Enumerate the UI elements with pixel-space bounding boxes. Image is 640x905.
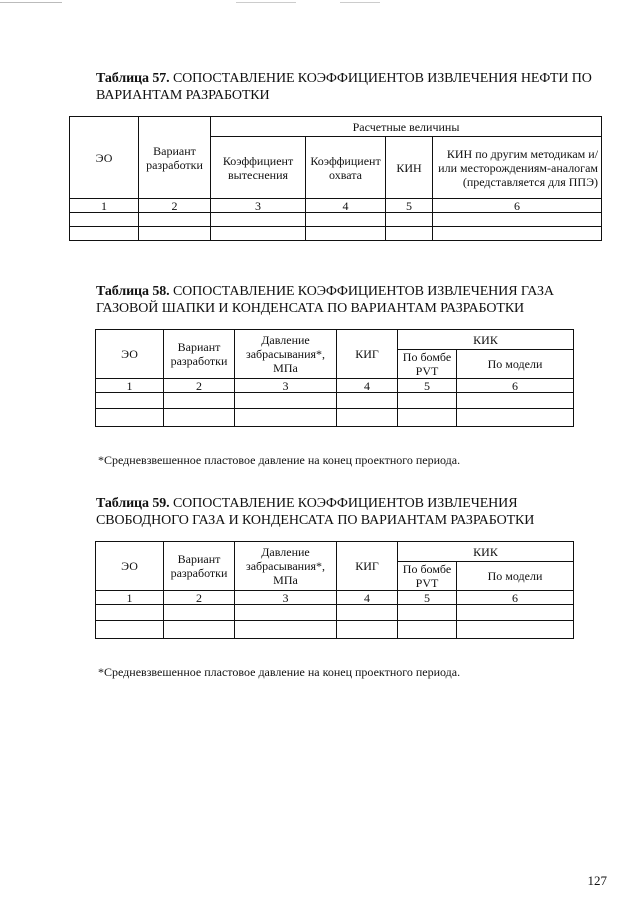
header-eo: ЭО (96, 330, 164, 379)
table-cell (433, 213, 602, 227)
table-cell (235, 409, 337, 427)
table-cell (433, 227, 602, 241)
header-displacement-coefficient: Коэффициент вытеснения (211, 137, 306, 199)
table-cell (235, 621, 337, 639)
table-cell (70, 213, 139, 227)
table-cell (96, 409, 164, 427)
col-number: 4 (337, 379, 398, 393)
header-kik: КИК (398, 330, 574, 350)
header-variant: Вариант разработки (164, 330, 235, 379)
header-variant: Вариант разработки (139, 117, 211, 199)
table-row (70, 227, 602, 241)
header-pvt-bomb: По бомбе PVT (398, 350, 457, 379)
col-number: 6 (457, 591, 574, 605)
table-cell (139, 213, 211, 227)
col-number: 3 (211, 199, 306, 213)
header-kin: КИН (386, 137, 433, 199)
table-cell (211, 227, 306, 241)
table-cell (457, 409, 574, 427)
col-number: 3 (235, 379, 337, 393)
page-number: 127 (587, 873, 607, 888)
table-cell (306, 213, 386, 227)
header-by-model: По модели (457, 562, 574, 591)
table-cell (164, 621, 235, 639)
col-number: 2 (164, 591, 235, 605)
table-cell (235, 605, 337, 621)
table-cell (211, 213, 306, 227)
header-kik: КИК (398, 542, 574, 562)
scan-artifact (236, 2, 296, 3)
col-number: 1 (96, 591, 164, 605)
table-cell (337, 605, 398, 621)
table-59-title (96, 495, 596, 529)
table-58-footnote: *Средневзвешенное пластовое давление на конец проектного периода. (98, 453, 461, 467)
col-number: 2 (164, 379, 235, 393)
table-cell (306, 227, 386, 241)
col-number: 4 (306, 199, 386, 213)
col-number: 1 (96, 379, 164, 393)
table-cell (96, 621, 164, 639)
header-sweep-coefficient: Коэффициент охвата (306, 137, 386, 199)
header-calculated-values: Расчетные величины (211, 117, 602, 137)
header-kig: КИГ (337, 542, 398, 591)
table-57-title (96, 70, 596, 104)
table-row (96, 409, 574, 427)
table-cell (70, 227, 139, 241)
scan-artifact (340, 2, 380, 3)
table-cell (386, 227, 433, 241)
table-59-footnote: *Средневзвешенное пластовое давление на конец проектного периода. (98, 665, 461, 679)
table-cell (164, 605, 235, 621)
table-59-label: Таблица 59. (96, 496, 170, 511)
table-row (96, 605, 574, 621)
header-pressure: Давление забрасывания*, МПа (235, 330, 337, 379)
table-cell (235, 393, 337, 409)
table-row-numbers (96, 591, 574, 605)
table-58 (95, 329, 574, 427)
col-number: 6 (457, 379, 574, 393)
table-cell (96, 393, 164, 409)
col-number: 4 (337, 591, 398, 605)
table-57 (69, 116, 602, 241)
table-58-label: Таблица 58. (96, 284, 170, 299)
table-cell (398, 621, 457, 639)
table-cell (398, 393, 457, 409)
table-cell (337, 621, 398, 639)
table-cell (164, 409, 235, 427)
col-number: 6 (433, 199, 602, 213)
table-59 (95, 541, 574, 639)
header-pressure: Давление забрасывания*, МПа (235, 542, 337, 591)
header-by-model: По модели (457, 350, 574, 379)
header-variant: Вариант разработки (164, 542, 235, 591)
table-cell (457, 621, 574, 639)
header-eo: ЭО (70, 117, 139, 199)
table-cell (164, 393, 235, 409)
table-58-title (96, 283, 606, 317)
header-kig: КИГ (337, 330, 398, 379)
table-57-label: Таблица 57. (96, 71, 170, 86)
table-cell (398, 605, 457, 621)
table-cell (96, 605, 164, 621)
table-58-caption: СОПОСТАВЛЕНИЕ КОЭФФИЦИЕНТОВ ИЗВЛЕЧЕНИЯ ГАЗА ГАЗОВОЙ ШАПКИ И КОНДЕНСАТА ПО ВАРИАНТАМ РАЗРАБОТКИ (96, 284, 554, 316)
col-number: 3 (235, 591, 337, 605)
table-57-caption: СОПОСТАВЛЕНИЕ КОЭФФИЦИЕНТОВ ИЗВЛЕЧЕНИЯ НЕФТИ ПО ВАРИАНТАМ РАЗРАБОТКИ (96, 71, 592, 103)
table-cell (457, 393, 574, 409)
header-pvt-bomb: По бомбе PVT (398, 562, 457, 591)
scan-artifact (0, 2, 62, 3)
table-row (96, 393, 574, 409)
col-number: 5 (386, 199, 433, 213)
table-cell (337, 409, 398, 427)
table-row (70, 213, 602, 227)
col-number: 5 (398, 379, 457, 393)
table-row-numbers (70, 199, 602, 213)
table-cell (139, 227, 211, 241)
table-row-numbers (96, 379, 574, 393)
table-cell (457, 605, 574, 621)
col-number: 2 (139, 199, 211, 213)
table-cell (398, 409, 457, 427)
header-kin-other: КИН по другим методикам и/или месторождениям-аналогам (представляется для ППЭ) (433, 137, 602, 199)
table-cell (386, 213, 433, 227)
table-row (96, 621, 574, 639)
table-59-caption: СОПОСТАВЛЕНИЕ КОЭФФИЦИЕНТОВ ИЗВЛЕЧЕНИЯ СВОБОДНОГО ГАЗА И КОНДЕНСАТА ПО ВАРИАНТАМ РАЗРАБОТКИ (96, 496, 535, 528)
col-number: 1 (70, 199, 139, 213)
header-eo: ЭО (96, 542, 164, 591)
col-number: 5 (398, 591, 457, 605)
table-cell (337, 393, 398, 409)
